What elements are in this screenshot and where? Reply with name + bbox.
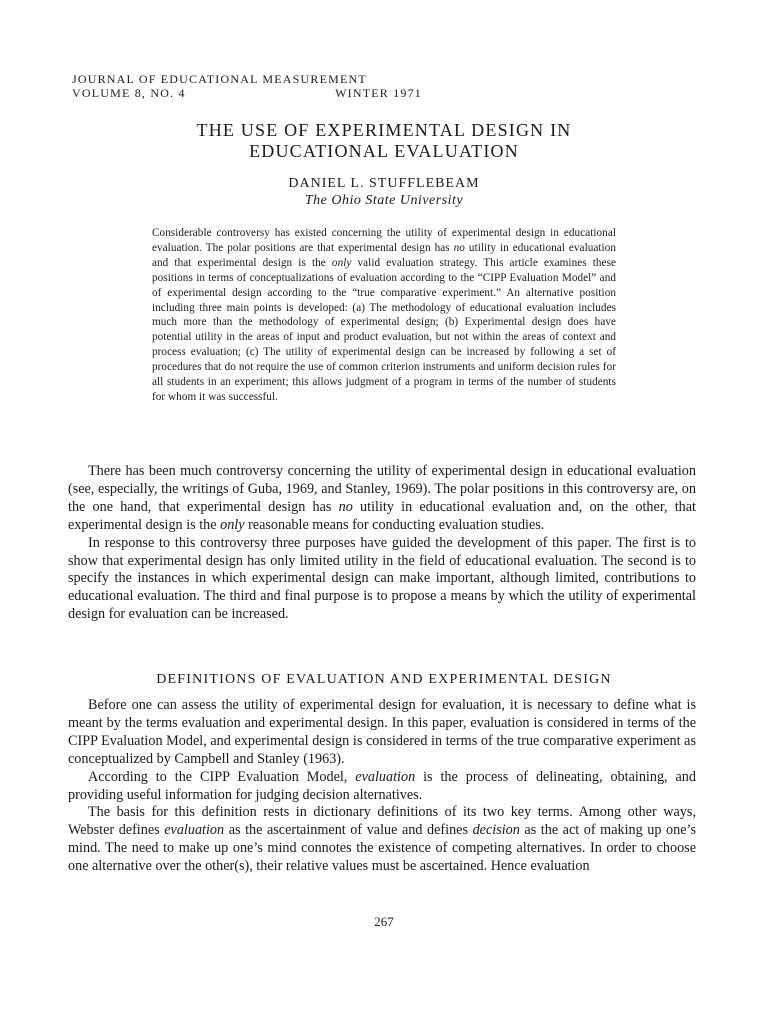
abstract-text-2: utility in educational evaluation and that experimental design is the (152, 241, 616, 269)
volume-number: VOLUME 8, NO. 4 (72, 86, 186, 100)
intro-paragraph-1 (68, 463, 696, 535)
def-p2-text-a: According to the CIPP Evaluation Model, (88, 768, 356, 785)
page-number: 267 (374, 914, 394, 929)
def-p2-emphasis-evaluation: evaluation (355, 768, 416, 785)
intro-paragraph-2: In response to this controversy three purposes have guided the development of this paper. The first is to show that experimental design has only limited utility in the field of educational evaluation. The second is to specify the instances in which experimental design can make important, although limited, contributions to educational evaluation. The third and final purpose is to propose a means by which the utility of experimental design for evaluation can be increased. (68, 534, 696, 623)
def-p2-text-b: is the process of delineating, obtaining, and providing useful information for judging decision alternatives. (68, 768, 696, 803)
abstract (152, 226, 616, 405)
article-title (0, 120, 768, 162)
issue-season: WINTER 1971 (335, 86, 422, 100)
section-heading: DEFINITIONS OF EVALUATION AND EXPERIMENTAL DESIGN (156, 672, 612, 687)
intro-p1-text-c: reasonable means for conducting evaluation studies. (244, 516, 545, 533)
def-p3-emphasis-decision: decision (472, 822, 520, 839)
author-name: DANIEL L. STUFFLEBEAM (288, 176, 480, 191)
intro-p1-text-b: utility in educational evaluation and, on the other, that experimental design is the (68, 498, 696, 533)
title-line-1: THE USE OF EXPERIMENTAL DESIGN IN (196, 120, 572, 140)
author-affiliation: The Ohio State University (304, 193, 464, 208)
journal-header (72, 72, 432, 100)
intro-p1-text-a: There has been much controversy concerning the utility of experimental design in educational evaluation (see, especially, the writings of Guba, 1969, and Stanley, 1969). The polar positions in this controversy are, on the one hand, that experimental design has (68, 463, 696, 515)
abstract-text-3: valid evaluation strategy. This article examines these positions in terms of conceptualizations of evaluation according to the “CIPP Evaluation Model” and of experimental design according to the “true comparative experiment.” An alternative position including three main points is developed: (a) The methodology of educational evaluation includes much more than the methodology of experimental design; (b) Experimental design does have potential utility in the areas of input and product evaluation, but not within the areas of context and process evaluation; (c) The utility of experimental design can be increased by following a set of procedures that do not require the use of common criterion instruments and uniform decision rules for all students in an experiment; this allows judgment of a program in terms of the number of students for whom it was successful. (152, 256, 616, 403)
def-p3-emphasis-evaluation: evaluation (164, 822, 225, 839)
def-p3-text-b: as the ascertainment of value and defines (224, 822, 473, 839)
definitions-section (68, 697, 696, 876)
definitions-paragraph-2 (68, 769, 696, 805)
volume-issue-row (72, 86, 432, 100)
introduction (68, 463, 696, 624)
title-line-2: EDUCATIONAL EVALUATION (249, 141, 519, 161)
intro-p1-emphasis-no: no (338, 498, 353, 515)
def-p3-text-a: The basis for this definition rests in dictionary definitions of its two key terms. Among other ways, Webster defines (68, 804, 696, 839)
definitions-paragraph-1: Before one can assess the utility of experimental design for evaluation, it is necessary to define what is meant by the terms evaluation and experimental design. In this paper, evaluation is considered in terms of the CIPP Evaluation Model, and experimental design is considered in terms of the true comparative experiment as conceptualized by Campbell and Stanley (1963). (68, 697, 696, 767)
abstract-emphasis-no: no (453, 241, 465, 254)
abstract-text-1: Considerable controversy has existed concerning the utility of experimental design in educational evaluation. The polar positions are that experimental design has (152, 227, 616, 254)
def-p3-text-c: as the act of making up one’s mind. The need to make up one’s mind connotes the existence of competing alternatives. In order to choose one alternative over the other(s), their relative values must be ascertained. Hence evaluation (68, 822, 696, 875)
intro-p1-emphasis-only: only (220, 516, 245, 533)
definitions-paragraph-3 (68, 804, 696, 876)
journal-name: JOURNAL OF EDUCATIONAL MEASUREMENT (72, 72, 367, 86)
abstract-emphasis-only: only (331, 256, 352, 269)
